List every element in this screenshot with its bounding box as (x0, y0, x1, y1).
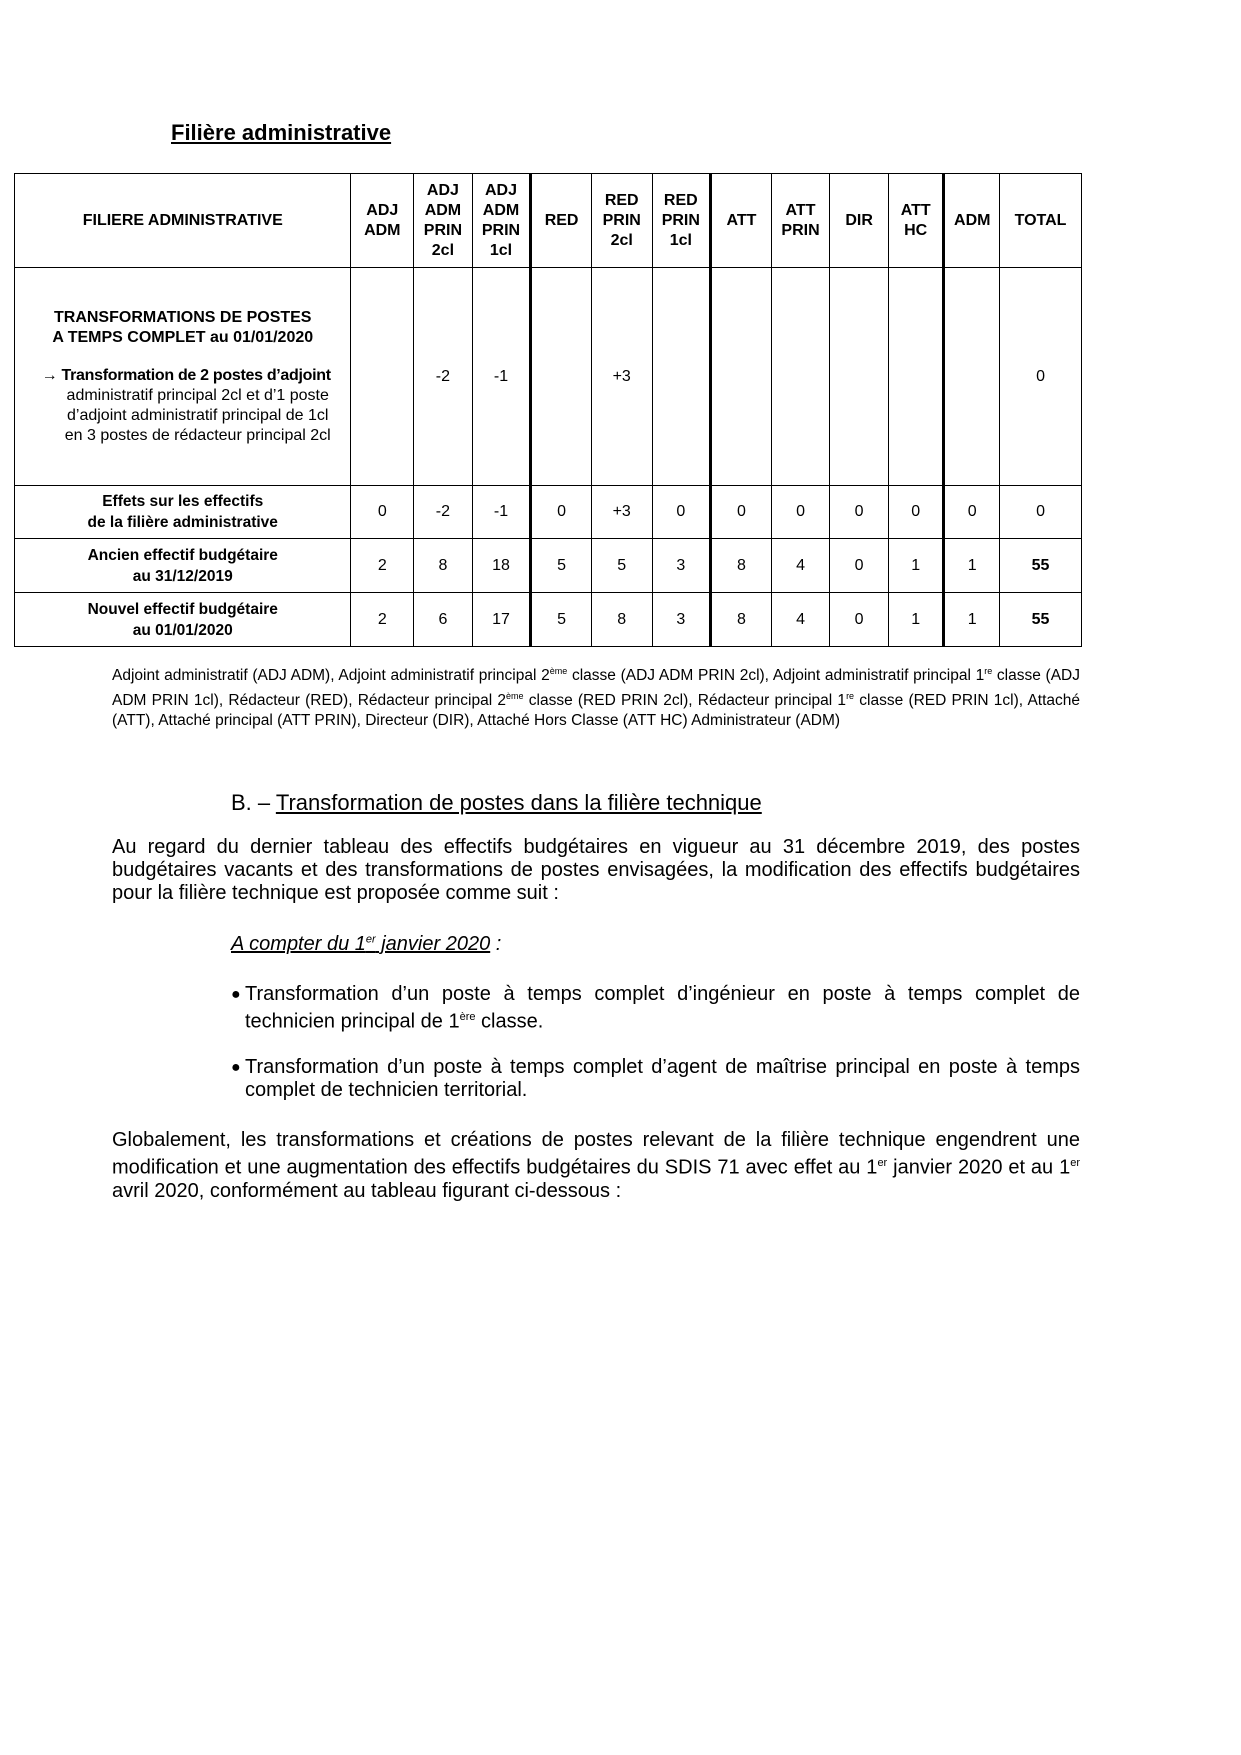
legend-sup: re (846, 691, 855, 702)
table-cell: -1 (472, 268, 531, 486)
closing-paragraph (112, 1129, 1080, 1203)
table-cell: 3 (652, 593, 711, 647)
closing-sup: er (877, 1157, 888, 1169)
col-header (944, 174, 1000, 268)
col-header-line: TOTAL (1014, 211, 1067, 229)
col-header (531, 174, 592, 268)
table-cell: 2 (351, 539, 414, 593)
col-header-line: ATT (726, 211, 757, 229)
administrative-staff-table (14, 173, 1082, 647)
row-label-line: de la filière administrative (87, 514, 278, 531)
col-header-line: RED (544, 211, 579, 229)
table-cell: -1 (472, 486, 531, 539)
legend-sup: re (984, 666, 993, 676)
col-header-line: PRIN (602, 211, 641, 229)
col-header (830, 174, 889, 268)
table-cell: 5 (531, 593, 592, 647)
total-cell: 0 (1000, 486, 1082, 539)
row-label (15, 486, 351, 539)
legend-text: classe (ADJ ADM PRIN 1cl), Rédacteur (RED), Rédacteur principal 2 (112, 667, 1080, 710)
table-cell (652, 268, 711, 486)
table-cell: 8 (711, 593, 772, 647)
bullet-item (231, 1056, 1080, 1102)
table-cell (771, 268, 830, 486)
col-header-line: ADM (364, 221, 401, 239)
table-cell (888, 268, 944, 486)
table-cell (944, 268, 1000, 486)
row-label-line: au 01/01/2020 (132, 621, 233, 639)
table-cell: +3 (591, 486, 652, 539)
legend-text: classe (ADJ ADM PRIN 2cl), Adjoint administratif principal 1 (567, 667, 985, 685)
col-header (351, 174, 414, 268)
row-label-line: Ancien effectif budgétaire (87, 546, 278, 564)
section-b-title: Transformation de postes dans la filière technique (275, 790, 762, 815)
col-header-line: RED (663, 191, 698, 209)
table-cell: 4 (771, 593, 830, 647)
col-header-line: 2cl (610, 231, 633, 249)
col-header-line: ADM (424, 201, 462, 219)
date-heading-sup: er (365, 933, 376, 946)
date-heading-text: A compter du 1 (231, 933, 366, 955)
table-row (15, 593, 1082, 647)
legend-sup: ème (549, 666, 568, 676)
col-header-line: PRIN (661, 211, 700, 229)
section-b-heading (231, 790, 762, 816)
table-cell: 0 (830, 593, 889, 647)
table-cell: 4 (771, 539, 830, 593)
closing-text: Globalement, les transformations et créations de postes relevant de la filière technique engendrent une modification et une augmentation des effectifs budgétaires du SDIS 71 avec effet au 1 (112, 1129, 1080, 1179)
col-header-line: HC (904, 221, 928, 239)
table-cell (711, 268, 772, 486)
row-label-line: au 31/12/2019 (132, 567, 233, 585)
transformations-row (15, 268, 1082, 486)
bullet-item (231, 983, 1080, 1034)
corner-header: FILIERE ADMINISTRATIVE (15, 174, 351, 268)
table-cell: 2 (351, 593, 414, 647)
table-cell: -2 (414, 486, 473, 539)
row-label (15, 593, 351, 647)
col-header (1000, 174, 1082, 268)
arrow-icon: → (41, 366, 58, 384)
col-header-line: PRIN (481, 221, 521, 239)
transformations-heading-2: A TEMPS COMPLET au 01/01/2020 (52, 328, 314, 346)
bullet-dot-icon: ● (231, 1059, 241, 1076)
table-cell (531, 268, 592, 486)
bullet-sup: ère (459, 1011, 476, 1023)
col-header (472, 174, 531, 268)
table-cell: 0 (771, 486, 830, 539)
transformation-desc-3: en 3 postes de rédacteur principal 2cl (64, 426, 331, 444)
table-cell: 0 (830, 486, 889, 539)
legend-sup: ème (506, 691, 524, 702)
col-header (591, 174, 652, 268)
bullet-dot-icon: ● (231, 986, 241, 1003)
row-label (15, 539, 351, 593)
table-cell (830, 268, 889, 486)
col-header-line: 2cl (431, 241, 455, 259)
table-cell: 0 (531, 486, 592, 539)
bullet-text: Transformation d’un poste à temps complet d’agent de maîtrise principal en poste à temps complet de technicien territorial. (245, 1056, 1080, 1101)
table-header-row (15, 174, 1082, 268)
col-header-line: ADJ (484, 181, 517, 199)
col-header (711, 174, 772, 268)
date-heading (231, 933, 501, 956)
table-cell: 5 (591, 539, 652, 593)
table-cell: 0 (888, 486, 944, 539)
col-header (888, 174, 944, 268)
legend-text: classe (RED PRIN 1cl), Attaché (ATT), Attaché principal (ATT PRIN), Directeur (DIR), Attaché Hors Classe (ATT HC) Administrateur (ADM) (112, 692, 1081, 730)
table-cell: 0 (830, 539, 889, 593)
col-header (771, 174, 830, 268)
col-header-line: 1cl (489, 241, 513, 259)
transformation-desc-2: d’adjoint administratif principal de 1cl (67, 406, 329, 424)
col-header (414, 174, 473, 268)
table-cell: 8 (591, 593, 652, 647)
table-cell: 0 (711, 486, 772, 539)
table-cell: -2 (414, 268, 473, 486)
table-cell: 0 (351, 486, 414, 539)
table-row (15, 539, 1082, 593)
section-b-prefix: B. – (231, 790, 276, 815)
legend-text: Adjoint administratif (ADJ ADM), Adjoint administratif principal 2 (112, 667, 550, 685)
table-cell: 0 (1000, 268, 1082, 486)
table-cell: 0 (652, 486, 711, 539)
closing-sup: er (1070, 1157, 1080, 1169)
col-header-line: ADM (482, 201, 520, 219)
col-header (652, 174, 711, 268)
bullet-text: classe. (475, 1010, 544, 1033)
table-cell: 1 (888, 539, 944, 593)
table-cell: +3 (591, 268, 652, 486)
closing-text: janvier 2020 et au 1 (887, 1156, 1071, 1179)
section-title: Filière administrative (171, 120, 392, 145)
row-label-line: Nouvel effectif budgétaire (87, 600, 278, 618)
table-cell (351, 268, 414, 486)
transformation-desc-1: administratif principal 2cl et d’1 poste (66, 386, 329, 404)
transformations-label (15, 268, 351, 486)
abbreviations-legend (112, 661, 1080, 731)
table-cell: 1 (944, 539, 1000, 593)
col-header-line: ATT (900, 201, 931, 219)
col-header-line: PRIN (423, 221, 463, 239)
closing-text: avril 2020, conformément au tableau figurant ci-dessous : (112, 1179, 622, 1202)
table-cell: 3 (652, 539, 711, 593)
table-cell: 1 (888, 593, 944, 647)
table-cell: 1 (944, 593, 1000, 647)
table-cell: 17 (472, 593, 531, 647)
legend-text: classe (RED PRIN 2cl), Rédacteur principal 1 (523, 692, 847, 710)
transformations-heading-1: TRANSFORMATIONS DE POSTES (53, 308, 312, 326)
table-cell: 6 (414, 593, 473, 647)
col-header-line: ATT (785, 201, 816, 219)
table-cell: 8 (414, 539, 473, 593)
col-header-line: ADJ (426, 181, 459, 199)
table-cell: 18 (472, 539, 531, 593)
date-heading-text: janvier 2020 (375, 933, 491, 955)
bullet-text: Transformation d’un poste à temps complet d’ingénieur en poste à temps complet de technicien principal de 1 (245, 983, 1080, 1033)
row-label-line: Effets sur les effectifs (102, 493, 264, 510)
table-cell: 8 (711, 539, 772, 593)
intro-paragraph: Au regard du dernier tableau des effectifs budgétaires en vigueur au 31 décembre 2019, des postes budgétaires vacants et des transformations de postes envisagées, la modification des effectifs budgétaires pour la filière technique est proposée comme suit : (112, 836, 1080, 904)
col-header-line: PRIN (781, 221, 820, 239)
table-cell: 0 (944, 486, 1000, 539)
date-heading-colon: : (490, 933, 502, 955)
col-header-line: RED (604, 191, 639, 209)
col-header-line: 1cl (669, 231, 692, 249)
col-header-line: ADM (954, 211, 991, 229)
col-header-line: ADJ (366, 201, 399, 219)
table-row (15, 486, 1082, 539)
table-cell: 5 (531, 539, 592, 593)
total-cell: 55 (1000, 539, 1082, 593)
total-cell: 55 (1000, 593, 1082, 647)
transformation-bold-line: Transformation de 2 postes d’adjoint (61, 366, 331, 384)
col-header-line: DIR (845, 211, 873, 229)
